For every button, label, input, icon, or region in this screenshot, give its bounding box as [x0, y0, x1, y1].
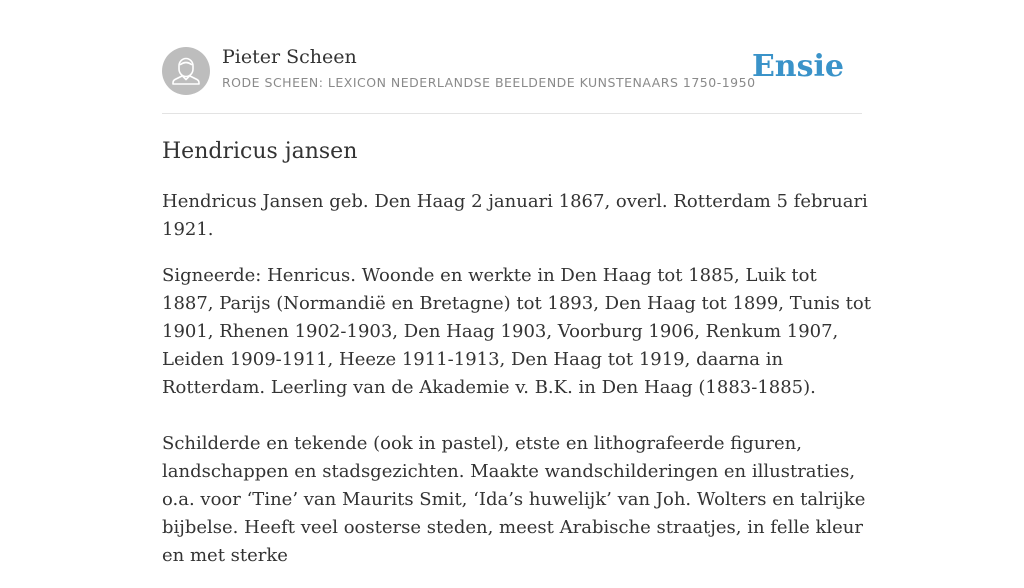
article-paragraph-1: Hendricus Jansen geb. Den Haag 2 januari 1867, overl. Rotterdam 5 februari 1921.	[162, 191, 868, 240]
author-name-link[interactable]: Pieter Scheen	[222, 46, 357, 68]
author-avatar[interactable]	[162, 47, 210, 95]
article-paragraph-2: Signeerde: Henricus. Woonde en werkte in Den Haag tot 1885, Luik tot 1887, Parijs (Normandië en Bretagne) tot 1893, Den Haag tot 1899, Tunis tot 1901, Rhenen 1902-1903, Den Haag 1903, Voorburg 1906, Renkum 1907, Leiden 1909-1911, Heeze 1911-1913, Den Haag tot 1919, daarna in Rotterdam. Leerling van de Akademie v. B.K. in Den Haag (1883-1885).	[162, 265, 871, 398]
person-icon	[162, 47, 210, 95]
author-header	[162, 46, 862, 96]
header-divider	[162, 113, 862, 114]
source-lexicon-link[interactable]: RODE SCHEEN: LEXICON NEDERLANDSE BEELDENDE KUNSTENAARS 1750-1950	[222, 75, 756, 90]
article-body	[162, 136, 872, 588]
article-title: Hendricus jansen	[162, 139, 358, 164]
article-paragraph-3: Schilderde en tekende (ook in pastel), etste en lithografeerde figuren, landschappen en stadsgezichten. Maakte wandschilderingen en illustraties, o.a. voor ‘Tine’ van Maurits Smit, ‘Ida’s huwelijk’ van Joh. Wolters en talrijke bijbelse. Heeft veel oosterse steden, meest Arabische straatjes, in felle kleur en met sterke	[162, 433, 866, 566]
ensie-logo[interactable]: Ensie	[751, 49, 844, 84]
